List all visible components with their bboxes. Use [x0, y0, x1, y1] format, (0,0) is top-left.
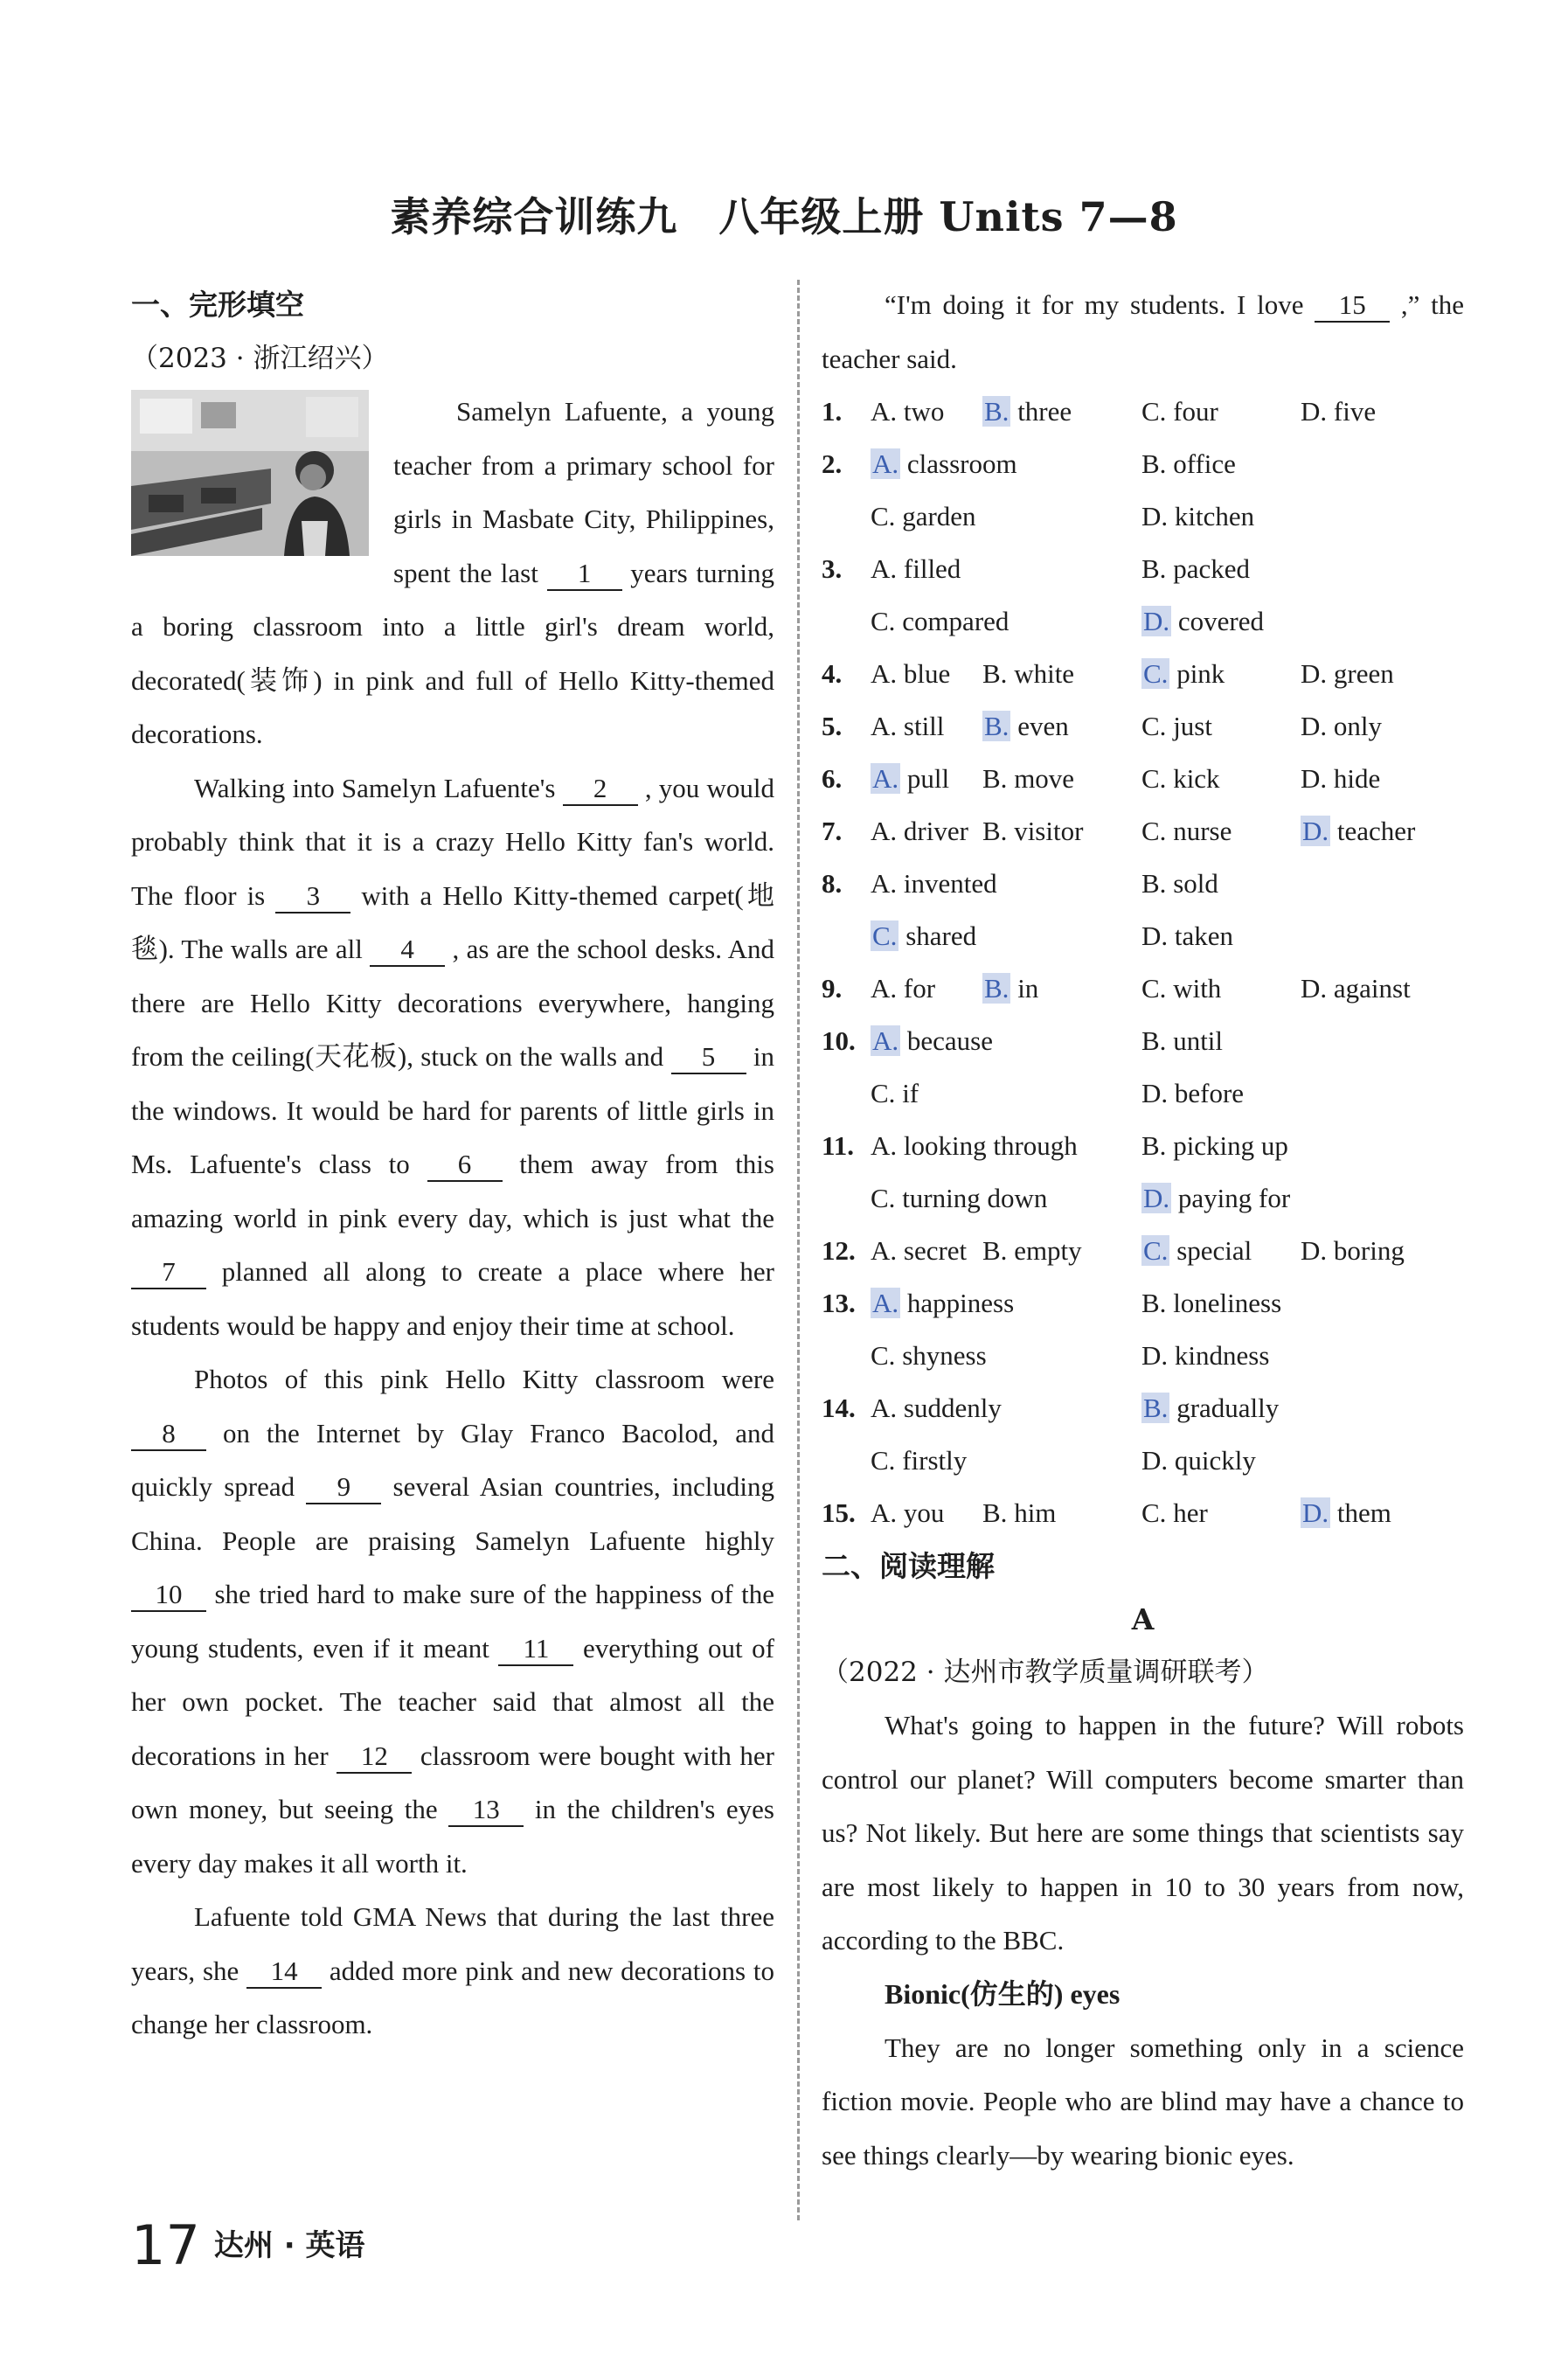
- question-row: [822, 490, 1464, 543]
- question-number: 15.: [822, 1497, 856, 1528]
- question-list: [822, 386, 1464, 1539]
- question-number: 3.: [822, 553, 843, 584]
- question-number: 14.: [822, 1393, 856, 1423]
- option-a[interactable]: A. because: [872, 1025, 993, 1056]
- question-row: [822, 805, 1464, 858]
- question-row: [822, 910, 1464, 962]
- question-number: 11.: [822, 1130, 855, 1161]
- option-d[interactable]: D. covered: [1143, 606, 1264, 636]
- option-b[interactable]: B. him: [982, 1497, 1057, 1528]
- question-row: [822, 753, 1464, 805]
- reading-subtitle: Bionic(仿生的) eyes: [885, 1977, 1120, 2010]
- option-c[interactable]: C. garden: [871, 501, 976, 531]
- option-b[interactable]: B. until: [1141, 1025, 1224, 1056]
- option-c[interactable]: C. her: [1141, 1497, 1208, 1528]
- blank-6: 6: [427, 1149, 503, 1182]
- option-a[interactable]: A. invented: [871, 868, 997, 899]
- question-row: [822, 1172, 1464, 1225]
- footer-brand: 达州 · 英语: [213, 2228, 365, 2263]
- option-a[interactable]: A. for: [871, 973, 936, 1004]
- question-row: [822, 1435, 1464, 1487]
- option-c[interactable]: C. pink: [1143, 658, 1225, 689]
- passage-label: A: [1131, 1602, 1155, 1636]
- question-row: [822, 543, 1464, 595]
- blank-11: 11: [498, 1633, 573, 1666]
- question-row: [822, 1015, 1464, 1067]
- option-b[interactable]: B. visitor: [982, 816, 1084, 846]
- blank-10: 10: [131, 1579, 206, 1612]
- option-c[interactable]: C. turning down: [871, 1183, 1048, 1213]
- question-row: [822, 1277, 1464, 1330]
- blank-2: 2: [563, 773, 638, 806]
- question-number: 4.: [822, 658, 843, 689]
- option-a[interactable]: A. filled: [871, 553, 961, 584]
- option-c[interactable]: C. just: [1141, 711, 1212, 741]
- question-number: 10.: [822, 1025, 856, 1056]
- blank-9: 9: [306, 1471, 381, 1504]
- question-row: [822, 595, 1464, 648]
- blank-14: 14: [246, 1956, 322, 1989]
- option-a[interactable]: A. blue: [871, 658, 951, 689]
- option-a[interactable]: A. pull: [872, 763, 950, 794]
- option-b[interactable]: B. packed: [1141, 553, 1250, 584]
- option-c[interactable]: C. if: [871, 1078, 919, 1108]
- option-b[interactable]: B. loneliness: [1141, 1288, 1282, 1318]
- question-number: 12.: [822, 1235, 856, 1266]
- option-d[interactable]: D. kitchen: [1141, 501, 1255, 531]
- option-d[interactable]: D. green: [1301, 658, 1394, 689]
- option-b[interactable]: B. sold: [1141, 868, 1218, 899]
- blank-13: 13: [448, 1794, 524, 1827]
- classroom-photo: [131, 390, 369, 556]
- page-title: 素养综合训练九 八年级上册 Units 7—8: [390, 193, 1178, 240]
- blank-3: 3: [275, 880, 350, 914]
- option-a[interactable]: A. you: [871, 1497, 945, 1528]
- blank-12: 12: [336, 1740, 412, 1774]
- option-a[interactable]: A. happiness: [872, 1288, 1015, 1318]
- page-footer: [131, 2213, 365, 2277]
- option-a[interactable]: A. classroom: [872, 448, 1017, 479]
- reading-source: （2022 · 达州市教学质量调研联考）: [822, 1657, 1269, 1688]
- option-d[interactable]: D. teacher: [1302, 816, 1416, 846]
- question-row: [822, 700, 1464, 753]
- question-row: [822, 438, 1464, 490]
- option-b[interactable]: B. even: [984, 711, 1069, 741]
- blank-8: 8: [131, 1418, 206, 1451]
- option-b[interactable]: B. empty: [982, 1235, 1082, 1266]
- option-a[interactable]: A. looking through: [871, 1130, 1078, 1161]
- question-row: [822, 858, 1464, 910]
- question-number: 13.: [822, 1288, 856, 1318]
- option-d[interactable]: D. taken: [1141, 920, 1234, 951]
- question-row: [822, 386, 1464, 438]
- left-column: [131, 278, 774, 2052]
- cloze-source: （2023 · 浙江绍兴）: [131, 343, 389, 374]
- blank-15: 15: [1315, 289, 1390, 323]
- question-row: [822, 1330, 1464, 1382]
- option-c[interactable]: C. with: [1141, 973, 1222, 1004]
- option-c[interactable]: C. shared: [872, 920, 977, 951]
- option-b[interactable]: B. picking up: [1141, 1130, 1288, 1161]
- question-number: 5.: [822, 711, 843, 741]
- reading-heading: 二、阅读理解: [822, 1549, 995, 1583]
- question-row: [822, 1067, 1464, 1120]
- option-c[interactable]: C. four: [1141, 396, 1218, 427]
- option-d[interactable]: D. against: [1301, 973, 1411, 1004]
- reading-paragraph-1: What's going to happen in the future? Will robots control our planet? Will computers become smarter than us? Not likely. But here are some things that scientists say are most likely to happen in 10 to 30 years from now, according to the BBC.: [822, 1710, 1464, 1956]
- option-a[interactable]: A. driver: [871, 816, 968, 846]
- option-d[interactable]: D. only: [1301, 711, 1383, 741]
- cloze-paragraph-4: Lafuente told GMA News that during the last three years, she 14 added more pink and new decorations to change her classroom.: [131, 1901, 774, 2039]
- question-row: [822, 962, 1464, 1015]
- option-b[interactable]: B. in: [984, 973, 1039, 1004]
- option-a[interactable]: A. still: [871, 711, 945, 741]
- question-number: 1.: [822, 396, 843, 427]
- option-b[interactable]: B. white: [982, 658, 1075, 689]
- cloze-paragraph-3: Photos of this pink Hello Kitty classroom were 8 on the Internet by Glay Franco Bacolod, and quickly spread 9 several Asian countries, including China. People are praising Samelyn Lafuente highly 10 she tried hard to make sure of the happiness of the young students, even if it meant 11 everything out of her own pocket. The teacher said that almost all the decorations in her 12 classroom were bought with her own money, but seeing the 13 in the children's eyes every day makes it all worth it.: [131, 1364, 775, 1879]
- option-c[interactable]: C. firstly: [871, 1445, 968, 1476]
- option-b[interactable]: B. move: [982, 763, 1075, 794]
- option-d[interactable]: D. them: [1302, 1497, 1391, 1528]
- cloze-heading: 一、完形填空: [131, 288, 304, 322]
- question-number: [822, 1067, 871, 1120]
- question-number: 7.: [822, 816, 843, 846]
- option-c[interactable]: C. kick: [1141, 763, 1220, 794]
- reading-paragraph-2: They are no longer something only in a science fiction movie. People who are blind may have a chance to see things clearly—by wearing bionic eyes.: [822, 2032, 1464, 2171]
- question-number: [822, 490, 871, 543]
- right-column: [822, 278, 1464, 2182]
- question-row: [822, 1120, 1464, 1172]
- option-d[interactable]: D. kindness: [1141, 1340, 1270, 1371]
- option-c[interactable]: C. special: [1143, 1235, 1252, 1266]
- option-b[interactable]: B. office: [1141, 448, 1236, 479]
- question-number: [822, 1435, 871, 1487]
- question-number: [822, 910, 871, 962]
- option-d[interactable]: D. paying for: [1143, 1183, 1291, 1213]
- option-d[interactable]: D. five: [1301, 396, 1377, 427]
- question-row: [822, 1225, 1464, 1277]
- option-a[interactable]: A. suddenly: [871, 1393, 1002, 1423]
- option-a[interactable]: A. two: [871, 396, 945, 427]
- blank-4: 4: [370, 934, 445, 967]
- blank-5: 5: [671, 1041, 746, 1074]
- question-number: [822, 1172, 871, 1225]
- option-b[interactable]: B. gradually: [1143, 1393, 1280, 1423]
- option-b[interactable]: B. three: [984, 396, 1072, 427]
- option-c[interactable]: C. compared: [871, 606, 1009, 636]
- option-d[interactable]: D. before: [1141, 1078, 1245, 1108]
- question-number: 9.: [822, 973, 843, 1004]
- cloze-paragraph-1: Samelyn Lafuente, a young teacher from a primary school for girls in Masbate City, Philippines, spent the last 1 years turning a boring classroom into a little girl's dream world, decorated(装饰) in pink and full of Hello Kitty-themed decorations.: [131, 385, 774, 761]
- option-d[interactable]: D. hide: [1301, 763, 1381, 794]
- question-number: 6.: [822, 763, 843, 794]
- blank-7: 7: [131, 1256, 206, 1289]
- question-number: 8.: [822, 868, 843, 899]
- option-d[interactable]: D. boring: [1301, 1235, 1405, 1266]
- option-c[interactable]: C. nurse: [1141, 816, 1232, 846]
- cloze-paragraph-5: “I'm doing it for my students. I love 15 ,” the teacher said.: [822, 289, 1465, 374]
- question-row: [822, 1487, 1464, 1539]
- option-a[interactable]: A. secret: [871, 1235, 968, 1266]
- option-c[interactable]: C. shyness: [871, 1340, 987, 1371]
- question-row: [822, 1382, 1464, 1435]
- question-row: [822, 648, 1464, 700]
- cloze-paragraph-2: Walking into Samelyn Lafuente's 2 , you would probably think that it is a crazy Hello Kitty fan's world. The floor is 3 with a Hello Kitty-themed carpet(地毯). The walls are all 4 , as are the school desks. And there are Hello Kitty decorations everywhere, hanging from the ceiling(天花板), stuck on the walls and 5 in the windows. It would be hard for parents of little girls in Ms. Lafuente's class to 6 them away from this amazing world in pink every day, which is just what the 7 planned all along to create a place where her students would be happy and enjoy their time at school.: [131, 772, 775, 1341]
- blank-1: 1: [547, 558, 622, 591]
- column-divider: [797, 280, 800, 2220]
- question-number: 2.: [822, 448, 843, 479]
- page-number: 17: [131, 2213, 200, 2277]
- option-d[interactable]: D. quickly: [1141, 1445, 1256, 1476]
- question-number: [822, 1330, 871, 1382]
- question-number: [822, 595, 871, 648]
